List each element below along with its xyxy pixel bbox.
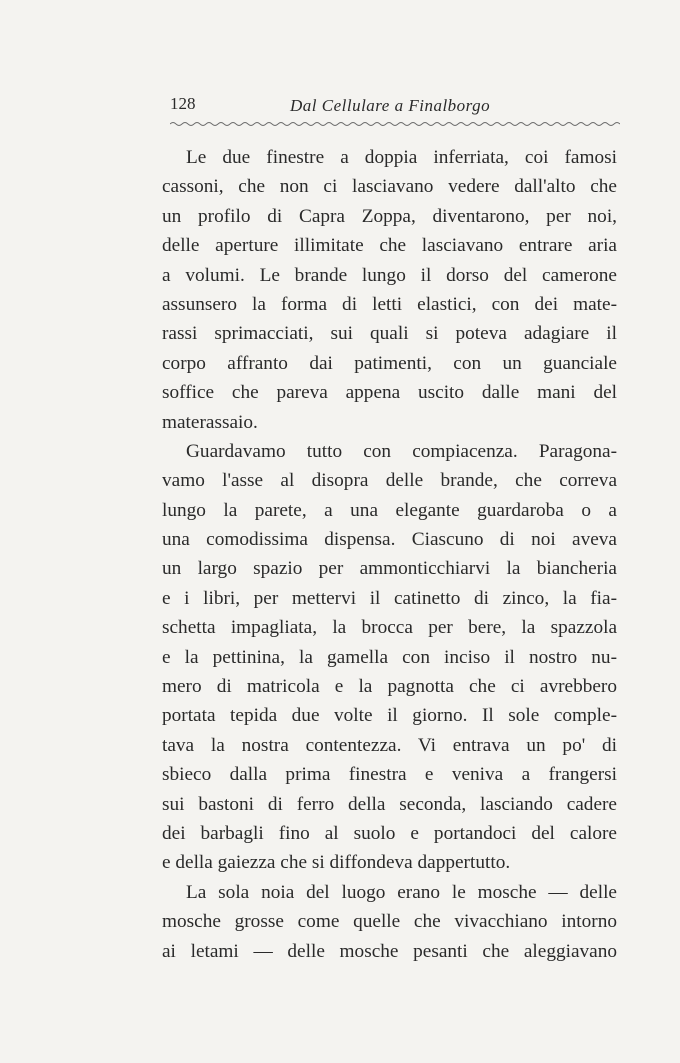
page-number: 128: [170, 94, 196, 113]
page-header: [170, 94, 620, 120]
text-line: e la pettinina, la gamella con inciso il nostro nu-: [162, 646, 617, 668]
text-line: vamo l'asse al disopra delle brande, che correva: [162, 470, 617, 492]
text-line: La sola noia del luogo erano le mosche — delle: [186, 881, 617, 903]
text-line: un largo spazio per ammonticchiarvi la biancheria: [162, 558, 617, 580]
text-line: a volumi. Le brande lungo il dorso del camerone: [162, 264, 617, 286]
text-line: ai letami — delle mosche pesanti che aleggiavano: [162, 940, 617, 962]
body-text: [162, 143, 617, 966]
text-line: mero di matricola e la pagnotta che ci avrebbero: [162, 676, 617, 698]
text-line: lungo la parete, a una elegante guardaroba o a: [162, 499, 617, 521]
text-line: dei barbagli fino al suolo e portandoci del calore: [162, 822, 617, 844]
running-title: Dal Cellulare a Finalborgo: [290, 96, 491, 115]
paragraph: [162, 143, 617, 437]
text-line: mosche grosse come quelle che vivacchiano intorno: [162, 911, 617, 933]
text-line: delle aperture illimitate che lasciavano entrare aria: [162, 235, 617, 257]
text-line: rassi sprimacciati, sui quali si poteva adagiare il: [162, 323, 617, 345]
text-line: materassaio.: [162, 411, 258, 433]
text-line: assunsero la forma di letti elastici, con dei mate-: [162, 293, 617, 315]
paragraph: [162, 437, 617, 878]
text-line: e i libri, per mettervi il catinetto di zinco, la fia-: [162, 587, 617, 609]
text-line: cassoni, che non ci lasciavano vedere dall'alto che: [162, 176, 617, 198]
text-line: una comodissima dispensa. Ciascuno di noi aveva: [162, 529, 617, 551]
text-line: soffice che pareva appena uscito dalle mani del: [162, 382, 617, 404]
text-line: un profilo di Capra Zoppa, diventarono, per noi,: [162, 205, 617, 227]
text-line: corpo affranto dai patimenti, con un guanciale: [162, 352, 617, 374]
text-line: Le due finestre a doppia inferriata, coi famosi: [186, 147, 617, 168]
text-line: tava la nostra contentezza. Vi entrava un po' di: [162, 734, 617, 756]
text-line: e della gaiezza che si diffondeva dappertutto.: [162, 852, 511, 874]
text-line: schetta impagliata, la brocca per bere, la spazzola: [162, 617, 617, 639]
text-line: sbieco dalla prima finestra e veniva a frangersi: [162, 764, 617, 786]
decorative-wavy-rule: [170, 120, 620, 128]
text-line: sui bastoni di ferro della seconda, lasciando cadere: [162, 793, 617, 815]
text-line: portata tepida due volte il giorno. Il sole comple-: [162, 705, 617, 727]
paragraph: [162, 878, 617, 966]
text-line: Guardavamo tutto con compiacenza. Paragona-: [186, 440, 617, 462]
